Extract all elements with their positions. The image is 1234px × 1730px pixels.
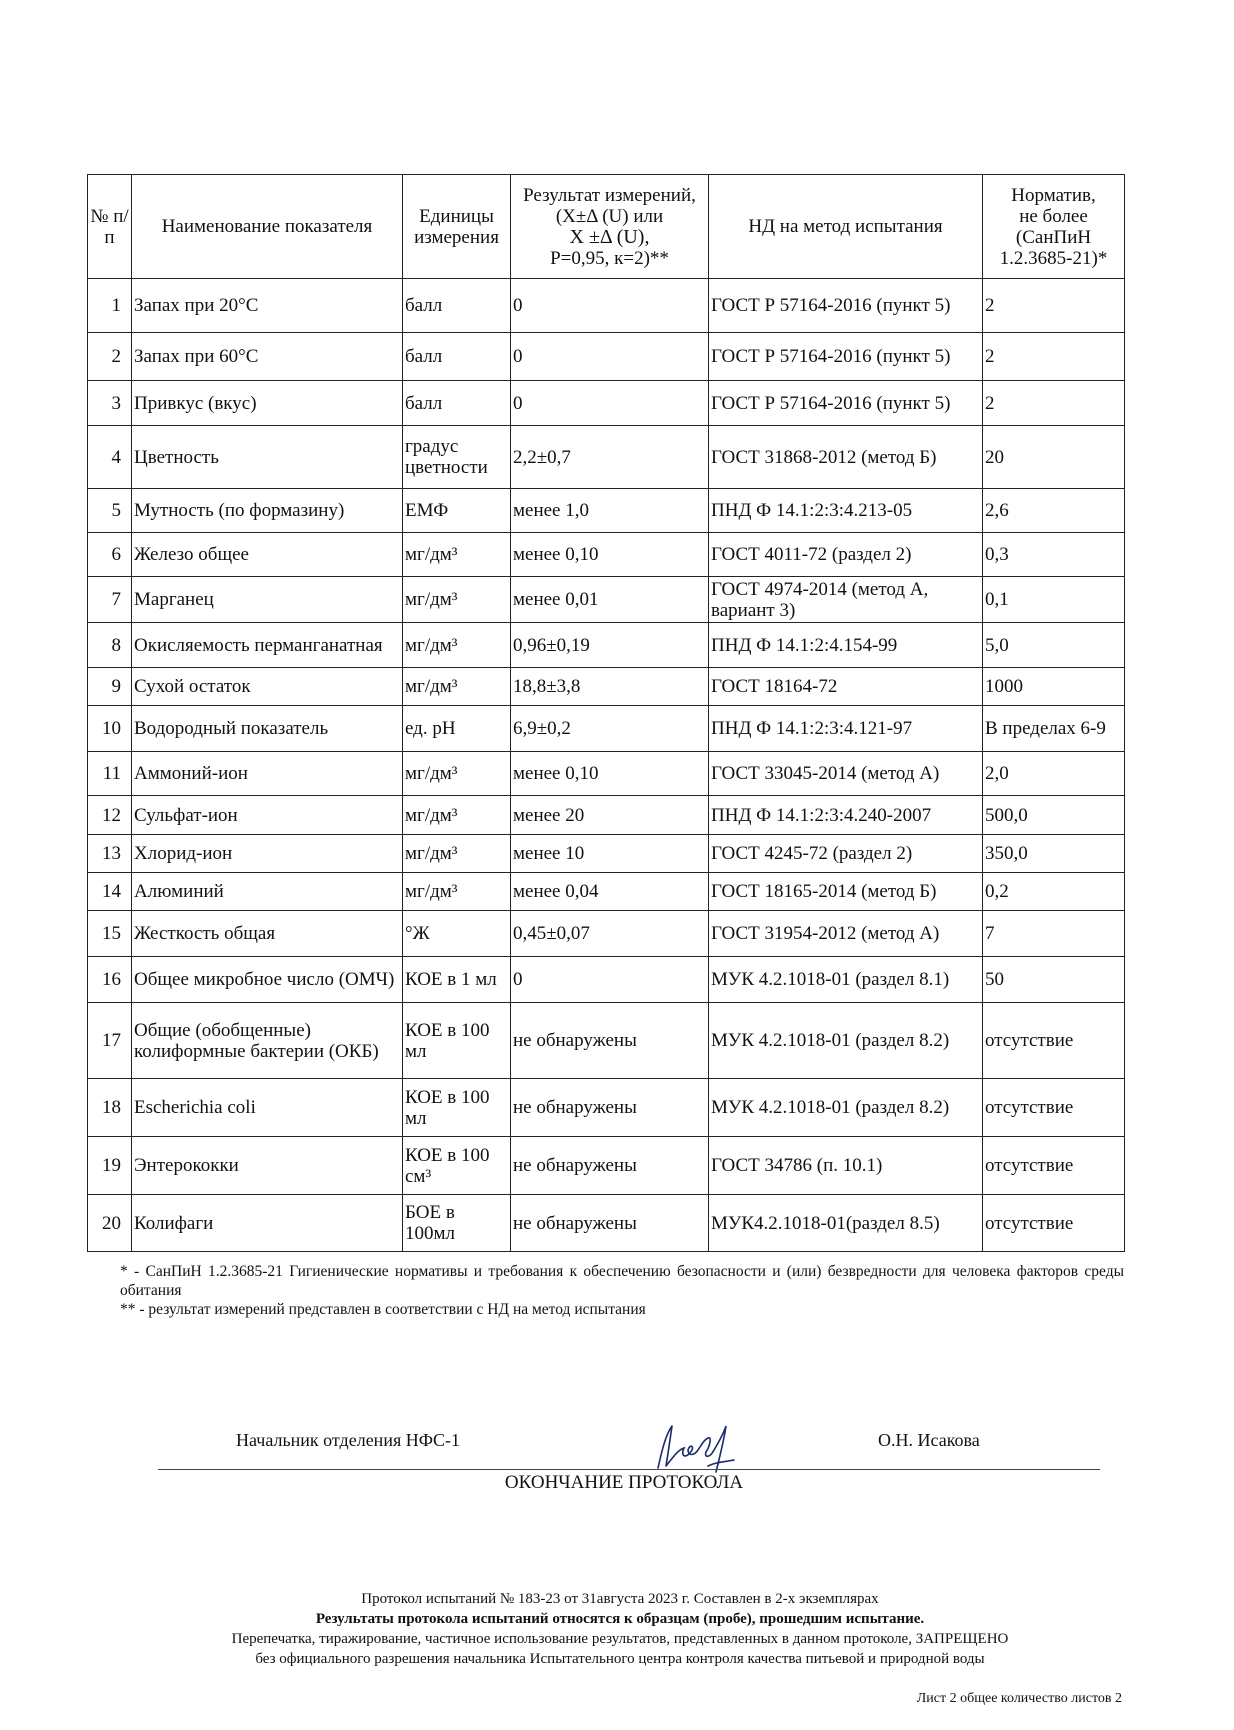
footer-line-4: без официального разрешения начальника Испытательного центра контроля качества питьевой и природной воды — [255, 1651, 985, 1667]
cell-units: мг/дм³ — [403, 796, 511, 835]
table-row — [88, 279, 1125, 333]
cell-result: 0 — [511, 279, 709, 333]
cell-units: КОЕ в 1 мл — [403, 957, 511, 1003]
cell-result: 6,9±0,2 — [511, 706, 709, 752]
table-row — [88, 623, 1125, 668]
table-row — [88, 1003, 1125, 1079]
cell-name: Сухой остаток — [132, 668, 403, 706]
cell-name: Железо общее — [132, 533, 403, 577]
cell-norm: В пределах 6-9 — [983, 706, 1125, 752]
cell-num: 3 — [88, 381, 132, 426]
cell-method: МУК 4.2.1018-01 (раздел 8.2) — [709, 1003, 983, 1079]
cell-result: 0 — [511, 381, 709, 426]
cell-num: 9 — [88, 668, 132, 706]
cell-norm: 0,1 — [983, 577, 1125, 623]
cell-num: 4 — [88, 426, 132, 489]
sheet-number: Лист 2 общее количество листов 2 — [916, 1691, 1122, 1706]
table-row — [88, 835, 1125, 873]
cell-num: 7 — [88, 577, 132, 623]
cell-num: 13 — [88, 835, 132, 873]
table-row — [88, 668, 1125, 706]
cell-num: 5 — [88, 489, 132, 533]
cell-result: не обнаружены — [511, 1195, 709, 1252]
table-row — [88, 796, 1125, 835]
cell-units: мг/дм³ — [403, 752, 511, 796]
cell-method: ГОСТ 18165-2014 (метод Б) — [709, 873, 983, 911]
cell-method: ПНД Ф 14.1:2:3:4.240-2007 — [709, 796, 983, 835]
cell-result: 0 — [511, 333, 709, 381]
cell-norm: отсутствие — [983, 1137, 1125, 1195]
table-row — [88, 381, 1125, 426]
footnote-1: * - СанПиН 1.2.3685-21 Гигиенические нормативы и требования к обеспечению безопасности и (или) безвредности для человека факторов среды обитания — [120, 1263, 1124, 1299]
cell-units: °Ж — [403, 911, 511, 957]
cell-units: балл — [403, 333, 511, 381]
cell-norm: 2 — [983, 381, 1125, 426]
table-row — [88, 911, 1125, 957]
cell-method: ПНД Ф 14.1:2:3:4.121-97 — [709, 706, 983, 752]
cell-num: 1 — [88, 279, 132, 333]
cell-method: МУК 4.2.1018-01 (раздел 8.2) — [709, 1079, 983, 1137]
cell-units: мг/дм³ — [403, 533, 511, 577]
cell-result: не обнаружены — [511, 1137, 709, 1195]
cell-norm: 7 — [983, 911, 1125, 957]
table-row — [88, 1195, 1125, 1252]
cell-norm: отсутствие — [983, 1195, 1125, 1252]
cell-result: 0,96±0,19 — [511, 623, 709, 668]
footer-line-1: Протокол испытаний № 183-23 от 31августа 2023 г. Составлен в 2-х экземплярах — [361, 1591, 879, 1607]
cell-method: ГОСТ 18164-72 — [709, 668, 983, 706]
table-header-row — [88, 175, 1125, 279]
table-row — [88, 1079, 1125, 1137]
cell-result: менее 0,10 — [511, 752, 709, 796]
cell-result: менее 1,0 — [511, 489, 709, 533]
cell-units: мг/дм³ — [403, 873, 511, 911]
footnotes — [120, 1262, 1124, 1319]
results-table — [87, 174, 1125, 1252]
header-num: № п/п — [88, 175, 132, 279]
cell-units: КОЕ в 100 мл — [403, 1079, 511, 1137]
cell-result: менее 0,10 — [511, 533, 709, 577]
table-row — [88, 577, 1125, 623]
header-norm — [983, 175, 1125, 279]
cell-method: ГОСТ 31954-2012 (метод А) — [709, 911, 983, 957]
cell-method: МУК4.2.1018-01(раздел 8.5) — [709, 1195, 983, 1252]
footer-line-3: Перепечатка, тиражирование, частичное использование результатов, представленных в данном протоколе, ЗАПРЕЩЕНО — [231, 1631, 1009, 1647]
cell-norm: 5,0 — [983, 623, 1125, 668]
end-of-protocol-text: ОКОНЧАНИЕ ПРОТОКОЛА — [504, 1472, 744, 1493]
cell-method: ГОСТ 31868-2012 (метод Б) — [709, 426, 983, 489]
cell-norm: отсутствие — [983, 1079, 1125, 1137]
header-units: Единицы измерения — [403, 175, 511, 279]
cell-method: МУК 4.2.1018-01 (раздел 8.1) — [709, 957, 983, 1003]
cell-name: Запах при 20°С — [132, 279, 403, 333]
divider — [158, 1469, 1100, 1470]
cell-num: 20 — [88, 1195, 132, 1252]
cell-num: 19 — [88, 1137, 132, 1195]
cell-norm: 1000 — [983, 668, 1125, 706]
cell-name: Жесткость общая — [132, 911, 403, 957]
cell-num: 16 — [88, 957, 132, 1003]
signatory-position: Начальник отделения НФС-1 — [236, 1430, 460, 1450]
cell-norm: 2 — [983, 279, 1125, 333]
cell-units: мг/дм³ — [403, 835, 511, 873]
table-row — [88, 957, 1125, 1003]
cell-result: менее 20 — [511, 796, 709, 835]
header-norm-line: 1.2.3685-21)* — [999, 247, 1108, 269]
cell-name: Аммоний-ион — [132, 752, 403, 796]
table-row — [88, 1137, 1125, 1195]
cell-method: ГОСТ Р 57164-2016 (пункт 5) — [709, 381, 983, 426]
cell-units: КОЕ в 100 мл — [403, 1003, 511, 1079]
cell-units: мг/дм³ — [403, 623, 511, 668]
cell-norm: 350,0 — [983, 835, 1125, 873]
table-row — [88, 752, 1125, 796]
cell-result: менее 0,01 — [511, 577, 709, 623]
cell-name: Марганец — [132, 577, 403, 623]
cell-method: ГОСТ 33045-2014 (метод А) — [709, 752, 983, 796]
table-row — [88, 706, 1125, 752]
cell-name: Цветность — [132, 426, 403, 489]
cell-num: 10 — [88, 706, 132, 752]
cell-units: балл — [403, 279, 511, 333]
cell-units: ЕМФ — [403, 489, 511, 533]
cell-name: Мутность (по формазину) — [132, 489, 403, 533]
footnote-2: ** - результат измерений представлен в соответствии с НД на метод испытания — [120, 1301, 646, 1318]
cell-norm: отсутствие — [983, 1003, 1125, 1079]
header-result-line: Р=0,95, к=2)** — [550, 247, 669, 269]
cell-method: ГОСТ 34786 (п. 10.1) — [709, 1137, 983, 1195]
cell-num: 18 — [88, 1079, 132, 1137]
cell-num: 11 — [88, 752, 132, 796]
cell-num: 14 — [88, 873, 132, 911]
cell-result: 0 — [511, 957, 709, 1003]
protocol-footer — [130, 1589, 1122, 1706]
table-row — [88, 333, 1125, 381]
cell-name: Общие (обобщенные) колиформные бактерии (ОКБ) — [132, 1003, 403, 1079]
cell-name: Энтерококки — [132, 1137, 403, 1195]
cell-name: Алюминий — [132, 873, 403, 911]
cell-norm: 50 — [983, 957, 1125, 1003]
header-result-line: Х ±Δ (U), — [569, 225, 650, 248]
cell-result: менее 10 — [511, 835, 709, 873]
cell-units: мг/дм³ — [403, 577, 511, 623]
cell-name: Сульфат-ион — [132, 796, 403, 835]
cell-name: Escherichia coli — [132, 1079, 403, 1137]
cell-num: 15 — [88, 911, 132, 957]
cell-name: Запах при 60°С — [132, 333, 403, 381]
cell-norm: 20 — [983, 426, 1125, 489]
cell-norm: 2,0 — [983, 752, 1125, 796]
cell-method: ПНД Ф 14.1:2:3:4.213-05 — [709, 489, 983, 533]
cell-norm: 2,6 — [983, 489, 1125, 533]
cell-norm: 500,0 — [983, 796, 1125, 835]
cell-method: ГОСТ 4245-72 (раздел 2) — [709, 835, 983, 873]
header-result — [511, 175, 709, 279]
cell-norm: 0,3 — [983, 533, 1125, 577]
cell-method: ГОСТ Р 57164-2016 (пункт 5) — [709, 279, 983, 333]
cell-units: КОЕ в 100 см³ — [403, 1137, 511, 1195]
cell-num: 17 — [88, 1003, 132, 1079]
header-norm-line: не более — [1019, 205, 1088, 227]
signature-block — [0, 1420, 1234, 1480]
cell-result: менее 0,04 — [511, 873, 709, 911]
cell-units: БОЕ в 100мл — [403, 1195, 511, 1252]
cell-num: 8 — [88, 623, 132, 668]
cell-norm: 0,2 — [983, 873, 1125, 911]
cell-method: ГОСТ 4011-72 (раздел 2) — [709, 533, 983, 577]
header-result-line: Результат измерений, — [523, 184, 696, 206]
signatory-name: О.Н. Исакова — [878, 1430, 980, 1450]
cell-name: Водородный показатель — [132, 706, 403, 752]
cell-units: мг/дм³ — [403, 668, 511, 706]
cell-method: ГОСТ Р 57164-2016 (пункт 5) — [709, 333, 983, 381]
cell-method: ПНД Ф 14.1:2:4.154-99 — [709, 623, 983, 668]
cell-method: ГОСТ 4974-2014 (метод А, вариант 3) — [709, 577, 983, 623]
cell-units: ед. pH — [403, 706, 511, 752]
table-row — [88, 533, 1125, 577]
cell-num: 2 — [88, 333, 132, 381]
header-norm-line: Норматив, — [1011, 184, 1096, 206]
end-of-protocol-title — [0, 1472, 1234, 1494]
cell-result: 18,8±3,8 — [511, 668, 709, 706]
cell-name: Колифаги — [132, 1195, 403, 1252]
cell-result: 0,45±0,07 — [511, 911, 709, 957]
cell-num: 12 — [88, 796, 132, 835]
cell-num: 6 — [88, 533, 132, 577]
table-row — [88, 489, 1125, 533]
header-name: Наименование показателя — [132, 175, 403, 279]
cell-name: Привкус (вкус) — [132, 381, 403, 426]
header-norm-line: (СанПиН — [1015, 226, 1092, 248]
cell-name: Общее микробное число (ОМЧ) — [132, 957, 403, 1003]
cell-result: не обнаружены — [511, 1079, 709, 1137]
table-row — [88, 873, 1125, 911]
cell-name: Окисляемость перманганатная — [132, 623, 403, 668]
cell-units: градус цветности — [403, 426, 511, 489]
handwritten-signature — [650, 1420, 740, 1476]
footer-line-2: Результаты протокола испытаний относятся к образцам (пробе), прошедшим испытание. — [315, 1611, 925, 1627]
cell-name: Хлорид-ион — [132, 835, 403, 873]
header-method: НД на метод испытания — [709, 175, 983, 279]
cell-result: 2,2±0,7 — [511, 426, 709, 489]
cell-units: балл — [403, 381, 511, 426]
cell-norm: 2 — [983, 333, 1125, 381]
table-row — [88, 426, 1125, 489]
cell-result: не обнаружены — [511, 1003, 709, 1079]
header-result-line: (Х±Δ (U) или — [555, 205, 664, 227]
